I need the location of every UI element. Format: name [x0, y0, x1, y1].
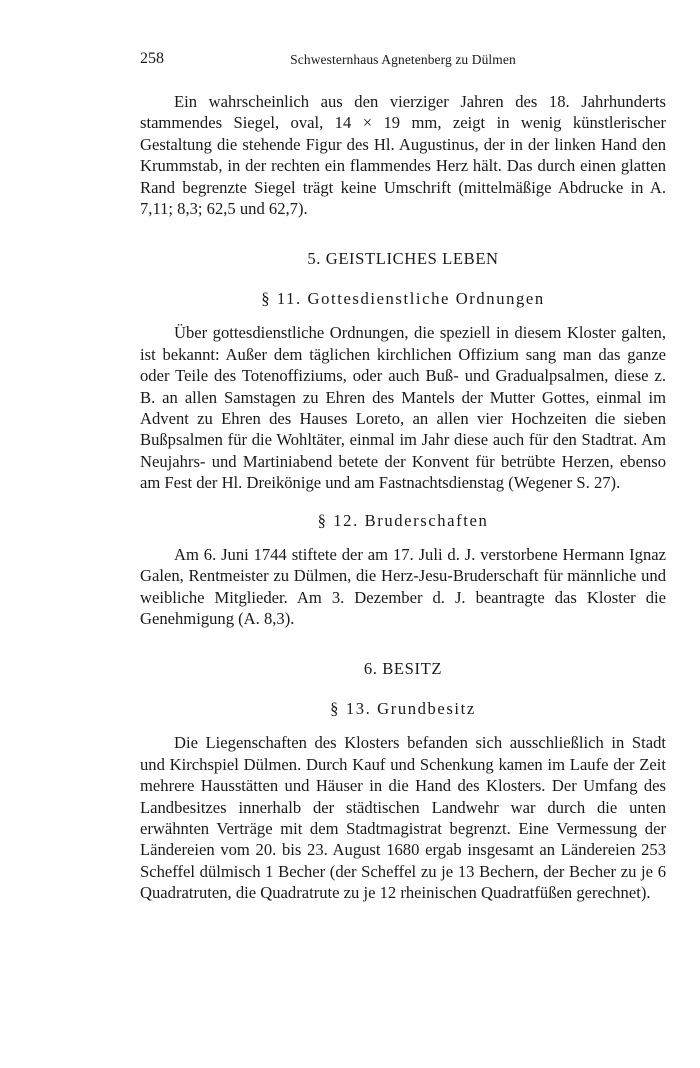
book-page	[140, 50, 666, 904]
running-head	[140, 50, 666, 74]
page-number: 258	[140, 50, 164, 67]
chapter-heading-besitz: 6. BESITZ	[363, 659, 443, 679]
section-heading-bruderschaften: § 12. Bruderschaften	[317, 510, 489, 530]
bruderschaften-paragraph: Am 6. Juni 1744 stiftete der am 17. Juli d. J. verstorbene Hermann Ignaz Galen, Rentmeister zu Dülmen, die Herz-Jesu-Bruderschaft für männliche und weibliche Mitglieder. Am 3. Dezember d. J. beantragte das Kloster die Genehmigung (A. 8,3).	[140, 544, 666, 628]
section-heading-grundbesitz: § 13. Grundbesitz	[330, 699, 476, 719]
running-title: Schwesternhaus Agnetenberg zu Dülmen	[290, 52, 516, 67]
section-heading-gottesdienstliche-ordnungen: § 11. Gottesdienstliche Ordnungen	[261, 289, 545, 309]
gottesdienstliche-ordnungen-paragraph: Über gottesdienstliche Ordnungen, die speziell in diesem Kloster galten, ist bekannt: Außer dem täglichen kirchlichen Offizium sang man das ganze oder Teile des Totenoffiziums, oder auch Buß- und Gradualpsalmen, diese z. B. an allen Samstagen zu Ehren des Mantels der Mutter Gottes, einmal im Advent zu Ehren des Hauses Loreto, an allen vier Hochzeiten die sieben Bußpsalmen für die Wohltäter, einmal im Jahr diese auch für den Stadtrat. Am Neujahrs- und Martiniabend betete der Konvent für betrübte Herzen, ebenso am Fest der Hl. Dreikönige und am Fastnachtsdienstag (Wegener S. 27).	[140, 323, 666, 493]
grundbesitz-paragraph: Die Liegenschaften des Klosters befanden sich ausschließlich in Stadt und Kirchspiel Dülmen. Durch Kauf und Schenkung kamen im Laufe der Zeit mehrere Hausstätten und Häuser in die Hand des Klosters. Der Umfang des Landbesitzes innerhalb der städtischen Landwehr war durch die unten erwähnten Verträge mit dem Stadtmagistrat begrenzt. Eine Vermessung der Ländereien vom 20. bis 23. August 1680 ergab insgesamt an Ländereien 253 Scheffel dülmisch 1 Becher (der Scheffel zu je 13 Bechern, der Becher zu je 6 Quadratruten, die Quadratrute zu je 12 rheinischen Quadratfüßen gerechnet).	[140, 733, 666, 903]
chapter-heading-geistliches-leben: 5. GEISTLICHES LEBEN	[307, 249, 499, 269]
seal-description-paragraph: Ein wahrscheinlich aus den vierziger Jahren des 18. Jahrhunderts stammendes Siegel, oval, 14 × 19 mm, zeigt in wenig künstlerischer Gestaltung die stehende Figur des Hl. Augustinus, der in der linken Hand den Krummstab, in der rechten ein flammendes Herz hält. Das durch einen glatten Rand begrenzte Siegel trägt keine Umschrift (mittelmäßige Abdrucke in A. 7,11; 8,3; 62,5 und 62,7).	[140, 92, 666, 219]
